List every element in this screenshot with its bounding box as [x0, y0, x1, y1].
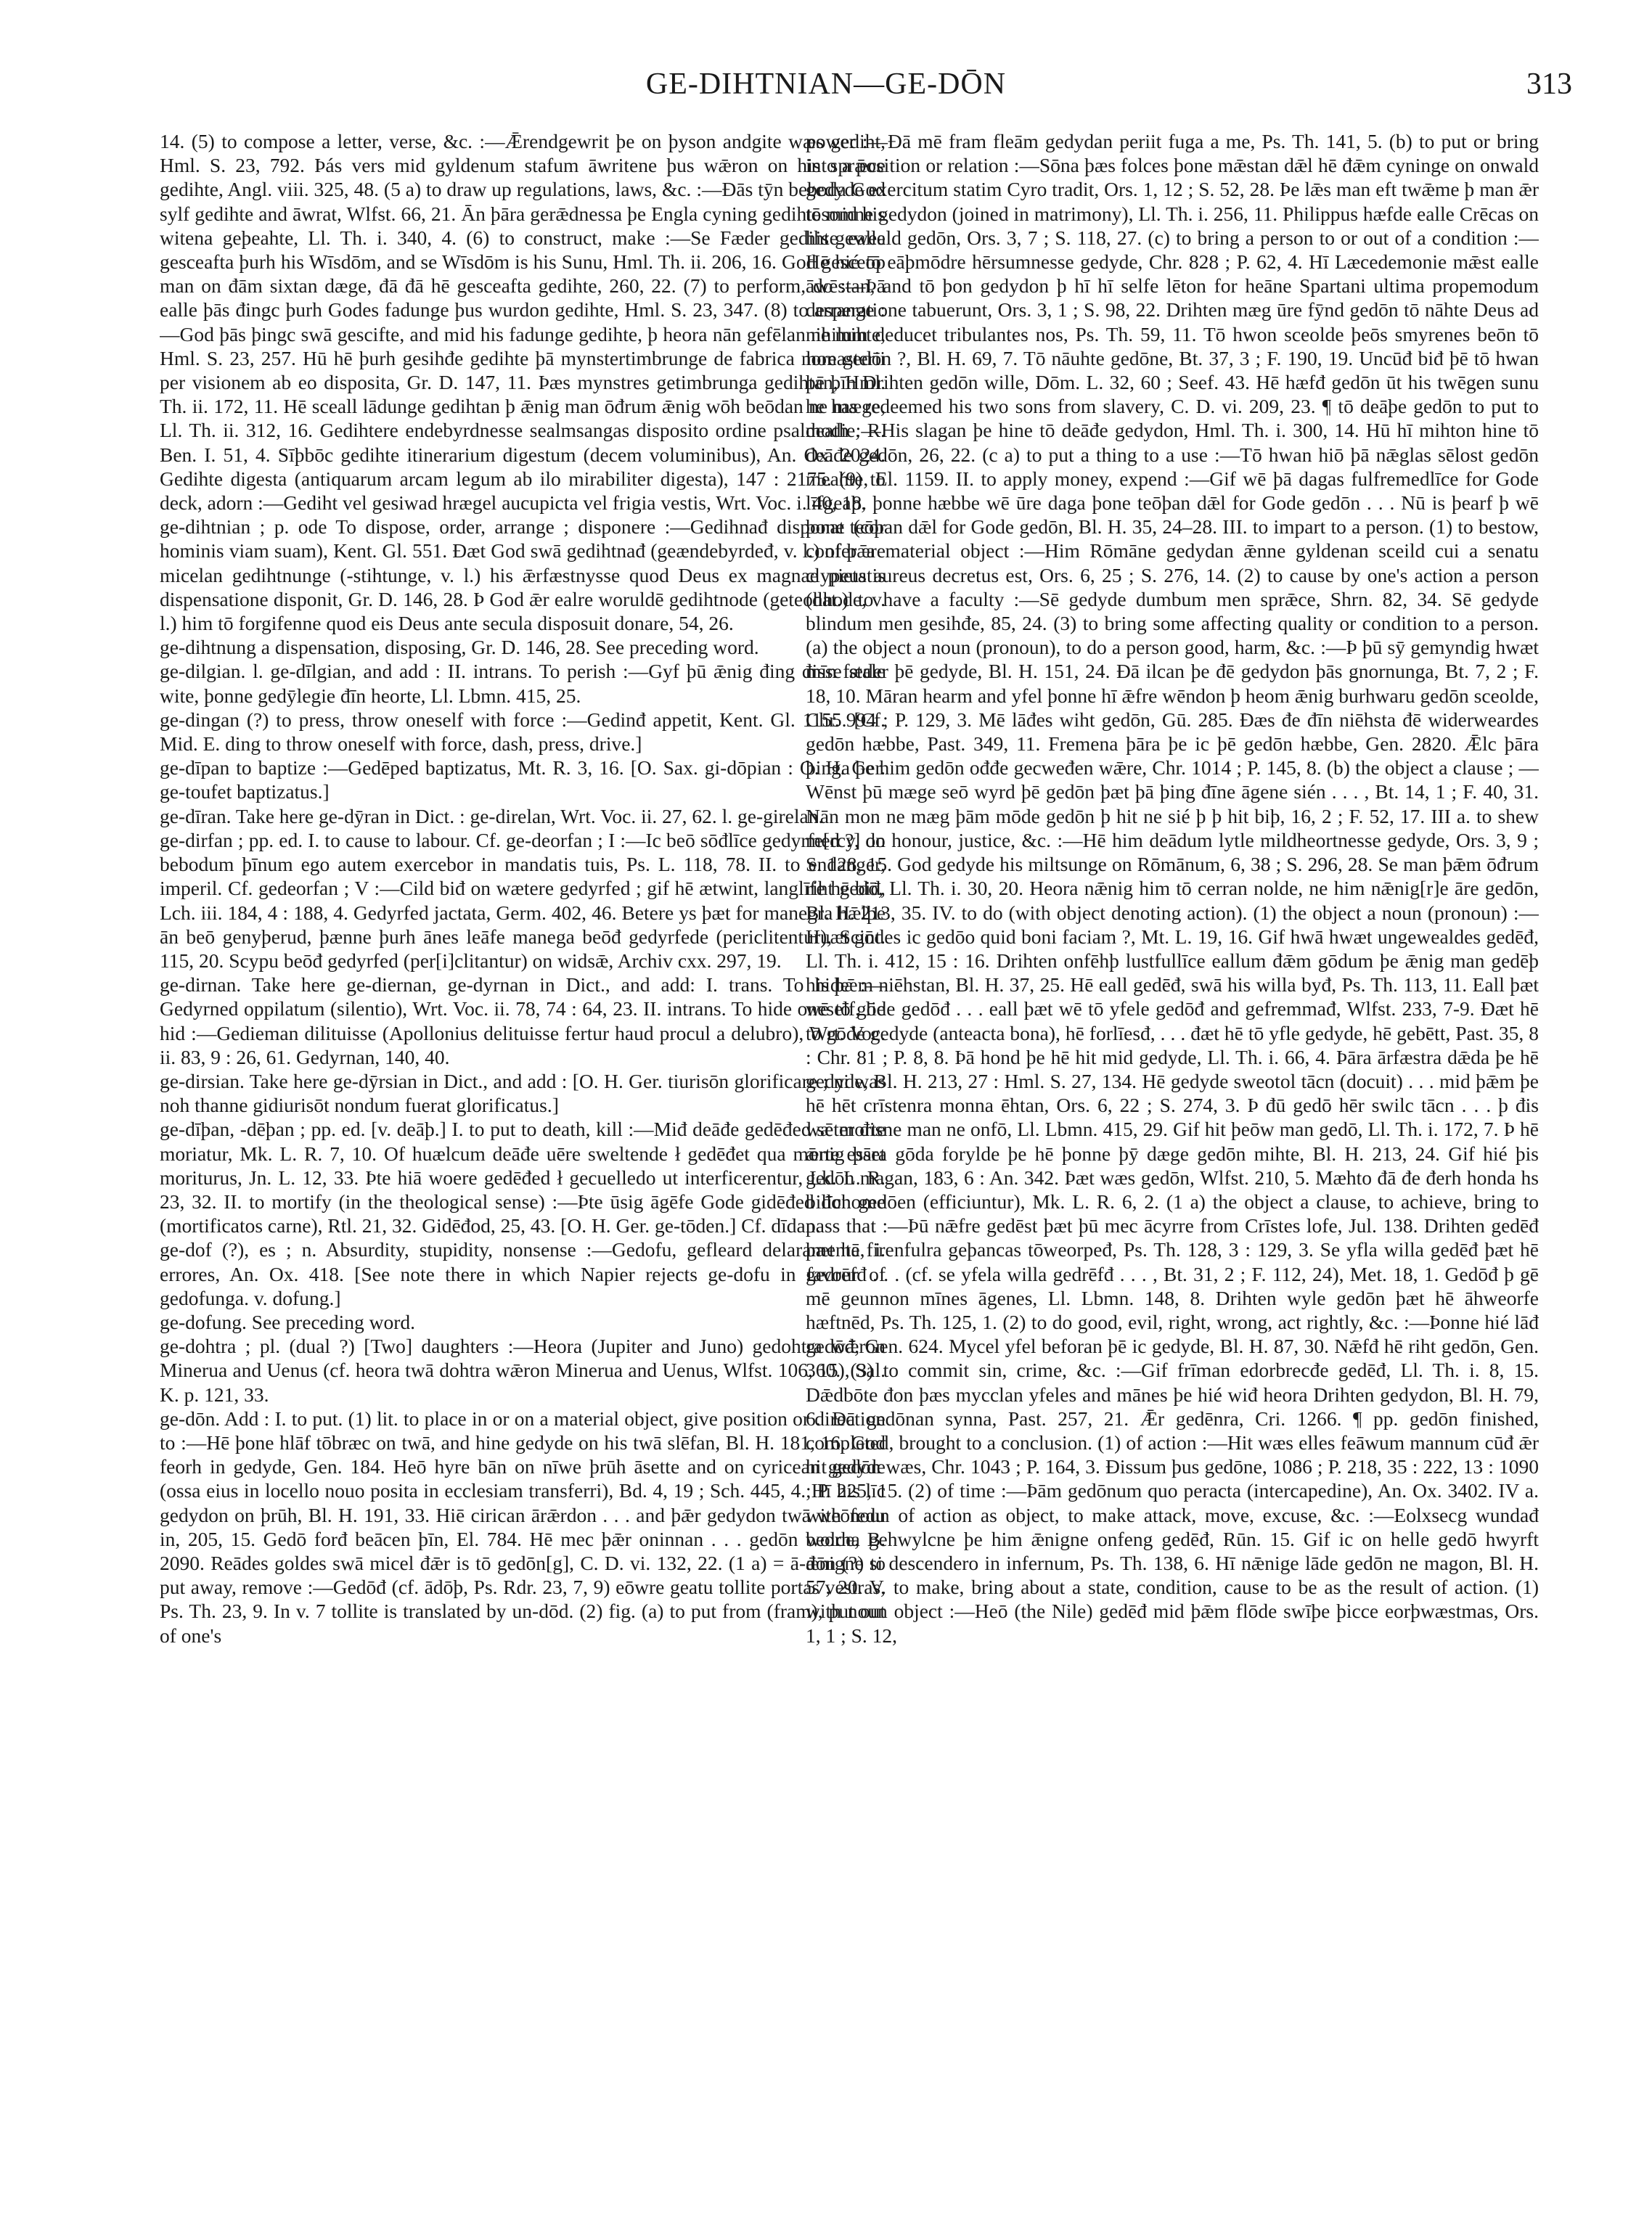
- entry-ge-dingan: ge-dingan (?) to press, throw oneself with force :—Gedinđ appetit, Kent. Gl. 1155. [Cf. Mid. E. ding to throw oneself with force, dash, press, drive.]: [160, 708, 886, 756]
- entry-ge-dihtnung: ge-dihtnung a dispensation, disposing, Gr. D. 146, 28. See preceding word.: [160, 636, 759, 659]
- entry-ge-dirsian: ge-dirsian. Take here ge-dȳrsian in Dict., and add : [O. H. Ger. tiurisōn glorificare ; ni was noh thanne gidiurisōt nondum fuerat glorificatus.]: [160, 1069, 886, 1117]
- right-column: [806, 129, 1539, 2176]
- entry-ge-don: ge-dōn. Add : I. to put. (1) lit. to place in or on a material object, give position or direction to :—Hē þone hlāf tōbræc on twā, and hine gedyde on his twā slēfan, Bl. H. 181, 16. God feorh in gedyde, Gen. 184. Heō hyre bān on nīwe þrūh āsette and on cyricean gedyde (ossa eius in locello nouo posita in ecclesiam transferri), Bd. 4, 19 ; Sch. 445, 4. Hī his līc gedydon on þrūh, Bl. H. 191, 33. Hiē cirican ārǣrdon . . . and þǣr gedydon twā weōfedu in, 205, 15. Gedō forđ beācen þīn, El. 784. Hē mec þǣr oninnan . . . gedōn wolde, B. 2090. Reādes goldes swā micel đǣr is tō gedōn[g], C. D. vi. 132, 22. (1 a) = ā-dōn (?) to put away, remove :—Gedōđ (cf. ādōþ, Ps. Rdr. 23, 7, 9) eōwre geatu tollite portas vestras, Ps. Th. 23, 9. In v. 7 tollite is translated by un-dōd. (2) fig. (a) to put from (fram), put out of one's: [160, 1407, 886, 1647]
- left-column: [160, 129, 886, 2176]
- entry-ge-dithan: ge-dīþan, -dēþan ; pp. ed. [v. deāþ.] I. to put to death, kill :—Miđ deāđe gedēđed sē morte moriatur, Mk. L. R. 7, 10. Of huælcum deāđe uēre sweltende ł gedēđet qua morte esset moriturus, Jn. L. 12, 33. Þte hiā woere gedēđed ł gecuelledo ut interficerentur, Lk. L. R. 23, 32. II. to mortify (in the theological sense) :—Þte ūsig āgēfe Gode gidēđed līchome (mortificatos carne), Rtl. 21, 32. Gidēđod, 25, 43. [O. H. Ger. ge-tōden.] Cf. dīdan.: [160, 1118, 886, 1237]
- entry-ge-dohtra: ge-dohtra ; pl. (dual ?) [Two] daughters :—Heora (Jupiter and Juno) gedohtra wǣron Minerua and Uenus (cf. heora twā dohtra wǣron Minerua and Uenus, Wlfst. 106, 15), Sal. K. p. 121, 33.: [160, 1335, 886, 1406]
- entry-ge-dipan: ge-dīpan to baptize :—Gedēped baptizatus, Mt. R. 3, 16. [O. Sax. gi-dōpian : O. H. Ger. ge-toufet baptizatus.]: [160, 756, 886, 803]
- entry-ge-dirfan: ge-dirfan ; pp. ed. I. to cause to labour. Cf. ge-deorfan ; I :—Ic beō sōđlīce gedyrfe[d ?] on bebodum þīnum ego autem exercebor in mandatis tuis, Ps. L. 118, 78. II. to endanger, imperil. Cf. gedeorfan ; V :—Cild biđ on wætere gedyrfed ; gif hē ætwint, langlīfe hē biđ, Lch. iii. 184, 4 : 188, 4. Gedyrfed jactata, Germ. 402, 46. Betere ys þæt for manegra hǣlþe ān beō genyþerud, þænne þurh ānes leāfe manega beōđ gedyrfede (periclitentur), Scint. 115, 20. Scypu beōđ gedyrfed (per[i]clitantur) on widsǣ, Archiv cxx. 297, 19.: [160, 828, 886, 972]
- entry-ge-dof: ge-dof (?), es ; n. Absurdity, stupidity, nonsense :—Gedofu, gefleard delaramenta, i. errores, An. Ox. 418. [See note there in which Napier rejects ge-dofu in favour of gedofunga. v. dofung.]: [160, 1238, 886, 1309]
- page-number: 313: [1526, 67, 1572, 101]
- entry-ge-dilgian: ge-dilgian. l. ge-dīlgian, and add : II. intrans. To perish :—Gyf þū ǣnig đing đisse stale wite, þonne gedȳlegie đīn heorte, Ll. Lbmn. 415, 25.: [160, 660, 886, 707]
- entry-ge-diran: ge-dīran. Take here ge-dȳran in Dict. : ge-direlan, Wrt. Voc. ii. 27, 62. l. ge-girelan.: [160, 804, 824, 827]
- entry-continuation: 14. (5) to compose a letter, verse, &c. :—Ǣrendgewrit þe on þyson andgite wæs gediht, Hml. S. 23, 792. Þás vers mid gyldenum stafum āwritene þus wǣron on his sprǣce gedihte, Angl. viii. 325, 48. (5 a) to draw up regulations, laws, &c. :—Đās tȳn beboda God sylf gedihte and āwrat, Wlfst. 66, 21. Ān þāra gerǣdnessa þe Engla cyning gedihte mid his witena geþeahte, Ll. Th. i. 340, 4. (6) to construct, make :—Se Fæder gedihte ealle gesceafta þurh his Wīsdōm, and se Wīsdōm is his Sunu, Hml. Th. ii. 206, 16. God gesceōp man on đām sixtan dæge, đā đā hē gesceafta gedihte, 260, 22. (7) to perform, do :—Þā ealle þās đingc þurh Godes fadunge þus wurdon gedihte, Hml. S. 23, 347. (8) to arrange :—God þās þingc swā gescifte, and mid his fadunge gedihte, þ heora nān gefēlan ne mihte, Hml. S. 23, 257. Hū hē þurh gesihđe gedihte þā mynstertimbrunge de fabrica monasterii per visionem ab eo disposita, Gr. D. 147, 11. Þæs mynstres getimbrunga gedihtan, Hml. Th. ii. 172, 11. Hē sceall lādunge gedihtan þ ǣnig man ōđrum ǣnig wōh beōdan ne mæge, Ll. Th. ii. 312, 16. Gedihtere endebyrdnesse sealmsangas disposito ordine psalmodie, R. Ben. I. 51, 4. Sīþbōc gedihte itinerarium digestum (decem voluminibus), An. Ox. 2024. Gedihte digesta (antiquarum arcam legum ab ilo mirabiliter digesta), 147 : 2175. (9) to deck, adorn :—Gediht vel gesiwad hrægel aucupicta vel frigia vestis, Wrt. Voc. i. 40, 18.: [160, 130, 886, 515]
- entry-ge-dofung: ge-dofung. See preceding word.: [160, 1310, 416, 1333]
- running-head: [0, 67, 1652, 110]
- running-title: GE-DIHTNIAN—GE-DŌN: [645, 67, 1007, 101]
- entry-ge-dirnan: ge-dirnan. Take here ge-diernan, ge-dyrnan in Dict., and add: I. trans. To hide :—Gedyrned oppilatum (silentio), Wrt. Voc. ii. 78, 74 : 64, 23. II. intrans. To hide oneself, lie hid :—Gedieman dilituisse (Apollonius delituisse fertur haud procul a delubro), Wrt. Voc. ii. 83, 9 : 26, 61. Gedyrnan, 140, 40.: [160, 973, 886, 1068]
- entry-ge-dihtnian: ge-dihtnian ; p. ode To dispose, order, arrange ; disponere :—Gedihnađ disponat (cor hominis viam suam), Kent. Gl. 551. Đæt God swā gedihtnađ (geændebyrdeđ, v. l.) of þǣre micelan gedihtnunge (-stihtunge, v. l.) his ǣrfæstnysse quod Deus ex magnae pietatis dispensatione disponit, Gr. D. 146, 28. Þ God ǣr ealre woruldē gedihtnode (geteohhode, v. l.) him tō forgifenne quod eis Deus ante secula disposuit donare, 54, 26.: [160, 515, 886, 635]
- entry-ge-don-continued: power :—Đā mē fram fleām gedydan periit fuga a me, Ps. Th. 141, 5. (b) to put or bring into a position or relation :—Sōna þæs folces þone mǣstan dǣl hē đǣm cyninge on onwald gedyde exercitum statim Cyro tradit, Ors. 1, 12 ; S. 52, 28. Þe lǣs man eft twǣme þ man ǣr tōsomne gedydon (joined in matrimony), Ll. Th. i. 256, 11. Philippus hæfde ealle Crēcas on his geweald gedōn, Ors. 3, 7 ; S. 118, 27. (c) to bring a person to or out of a condition :—Hē hié tō eāþmōdre hērsumnesse gedyde, Chr. 828 ; P. 62, 4. Hī Læcedemonie mǣst ealle āwēstan, and tō þon gedydon þ hī hī selfe lēton for heāne Spartani ultima propemodum desperatione tabuerunt, Ors. 3, 1 ; S. 98, 22. Drihten mæg ūre fȳnd gedōn tō nāhte Deus ad nihilum deducet tribulantes nos, Ps. Th. 59, 11. Tō hwon sceolde þeōs smyrenes beōn tō lore gedōn ?, Bl. H. 69, 7. Tō nāuhte gedōne, Bt. 37, 3 ; F. 190, 19. Uncūđ biđ þē tō hwan þē þīn Drihten gedōn wille, Dōm. L. 32, 60 ; Seef. 43. Hē hæfđ gedōn ūt his twēgen sunu he has redeemed his two sons from slavery, C. D. vi. 209, 23. ¶ tō deāþe gedōn to put to death :—His slagan þe hine tō deāđe gedydon, Hml. Th. i. 300, 14. Hū hī mihton hine tō deāđe gedōn, 26, 22. (c a) to put a thing to a use :—Tō hwan hiō þā nǣglas sēlost gedōn meahte, El. 1159. II. to apply money, expend :—Gif wē þā dagas fulfremedlīce for Gode līfgeaþ, þonne hæbbe wē ūre daga þone teōþan dǣl for Gode gedōn . . . Nū is þearf þ wē þone teōþan dǣl for Gode gedōn, Bl. H. 35, 24–28. III. to impart to a person. (1) to bestow, confer a material object :—Him Rōmāne gedydan ǣnne gyldenan sceild cui a senatu clypeus aureus decretus est, Ors. 6, 25 ; S. 276, 14. (2) to cause by one's action a person (dat.) to have a faculty :—Sē gedyde dumbum men sprǣce, Shrn. 82, 34. Sē gedyde blindum men gesihđe, 85, 24. (3) to bring some affecting quality or condition to a person. (a) the object a noun (pronoun), to do a person good, harm, &c. :—Þ þū sȳ gemyndig hwæt mīn fæder þē gedyde, Bl. H. 151, 24. Đā ilcan þe đē gedydon þās gnornunga, Bt. 7, 2 ; F. 18, 10. Māran hearm and yfel þonne hī ǣfre wēndon þ heom ǣnig burhwaru gedōn sceolde, Chr. 994 ; P. 129, 3. Mē lāđes wiht gedōn, Gū. 285. Đæs đe đīn niēhsta đē widerweardes gedōn hæbbe, Past. 349, 11. Fremena þāra þe ic þē gedōn hæbbe, Gen. 2820. Ǣlc þāra þinga þe him gedōn ođđe gecweđen wǣre, Chr. 1014 ; P. 145, 8. (b) the object a clause ; —Wēnst þū mæge seō wyrd þē gedōn þæt þā þing đīne āgene sién . . . , Bt. 14, 1 ; F. 40, 31. Nān mon ne mæg þām mōde gedōn þ hit ne sié þ þ hit biþ, 16, 2 ; F. 52, 17. III a. to shew mercy, do honour, justice, &c. :—Hē him deādum lytle mildheortnesse gedyde, Ors. 3, 9 ; S. 128, 15. God gedyde his miltsunge on Rōmānum, 6, 38 ; S. 296, 28. Se man þǣm ōđrum riht gedō, Ll. Th. i. 30, 20. Heora nǣnig him tō cerran nolde, ne him nǣnig[r]e āre gedōn, Bl. H. 213, 35. IV. to do (with object denoting action). (1) the object a noun (pronoun) :—Huæt gōdes ic gedōo quid boni faciam ?, Mt. L. 19, 16. Gif hwā hwæt ungewealdes gedēđ, Ll. Th. i. 412, 15 : 16. Drihten onfēhþ lustfullīce eallum đǣm gōdum þe ǣnig man gedēþ his þǣm niēhstan, Bl. H. 37, 25. Hē eall gedēđ, swā his willa byđ, Ps. Th. 113, 11. Eall þæt wē tō gōde gedōđ . . . eall þæt wē tō yfele gedōđ and gefremmađ, Wlfst. 233, 7-9. Đæt hē tō gōde gedyde (anteacta bona), hē forlīesđ, . . . đæt hē tō yfle gedyde, hē gebētt, Past. 35, 8 : Chr. 81 ; P. 8, 8. Þā hond þe hē hit mid gedyde, Ll. Th. i. 66, 4. Þāra ārfæstra dǣda þe hē gedyde, Bl. H. 213, 27 : Hml. S. 27, 134. Hē gedyde sweotol tācn (docuit) . . . mid þǣm þe hē hēt crīstenra monna ēhtan, Ors. 6, 22 ; S. 274, 3. Þ đū gedō hēr swilc tācn . . . þ đis wæter đisne man ne onfō, Ll. Lbmn. 415, 29. Gif hit þeōw man gedō, Ll. Th. i. 172, 7. Þ hē ǣnig þāra gōda forylde þe hē þonne þȳ dæge gedōn mihte, Bl. H. 213, 24. Gif hié þis gedōn magan, 183, 6 : An. 342. Þæt wæs gedōn, Wlfst. 210, 5. Mæhto đā đe đerh honda hs biđon gedōen (efficiuntur), Mk. L. R. 6, 2. (1 a) the object a clause, to achieve, bring to pass that :—Þū nǣfre gedēst þæt þū mec ācyrre from Crīstes lofe, Jul. 138. Drihten gedēđ þæt hē firenfulra geþancas tōweorpeđ, Ps. Th. 128, 3 : 129, 3. Se yfla willa gedēđ þæt hē gedrēfđ . . . (cf. se yfela willa gedrēfđ . . . , Bt. 31, 2 ; F. 112, 24), Met. 18, 1. Gedōđ þ gē mē geunnon mīnes āgenes, Ll. Lbmn. 148, 8. Drihten wyle gedōn þæt hē āhweorfe hæftnēd, Ps. Th. 125, 1. (2) to do good, evil, right, wrong, act rightly, &c. :—Þonne hié lāđ gedōđ, Gen. 624. Mycel yfel beforan þē ic gedyde, Bl. H. 87, 30. Nǣfđ hē riht gedōn, Gen. 360. (3) to commit sin, crime, &c. :—Gif frīman edorbrecđe gedēđ, Ll. Th. i. 8, 15. Dǣdbōte đon þæs mycclan yfeles and mānes þe hié wiđ heora Drihten gedydon, Bl. H. 79, 6. Đā gedōnan synna, Past. 257, 21. Ǣr gedēnra, Cri. 1266. ¶ pp. gedōn finished, completed, brought to a conclusion. (1) of action :—Hit wæs elles feāwum mannum cūđ ǣr hit gedōn wæs, Chr. 1043 ; P. 164, 3. Đissum þus gedōne, 1086 ; P. 218, 35 : 222, 13 : 1090 ; P. 225, 15. (2) of time :—Þām gedōnum quo peracta (intercapedine), An. Ox. 3402. IV a. with noun of action as object, to make attack, move, excuse, &c. :—Eolxsecg wundađ beorna gehwylcne þe him ǣnigne onfeng gedēđ, Rūn. 15. Gif ic on helle gedō hwyrft ǣnigne si descendero in infernum, Ps. Th. 138, 6. Hī nǣnige lāde gedōn ne magon, Bl. H. 57, 20. V. to make, bring about a state, condition, cause to be as the result of action. (1) with noun object :—Heō (the Nile) gedēđ mid þǣm flōde swīþe þicce eorþwæstmas, Ors. 1, 1 ; S. 12,: [806, 130, 1539, 1647]
